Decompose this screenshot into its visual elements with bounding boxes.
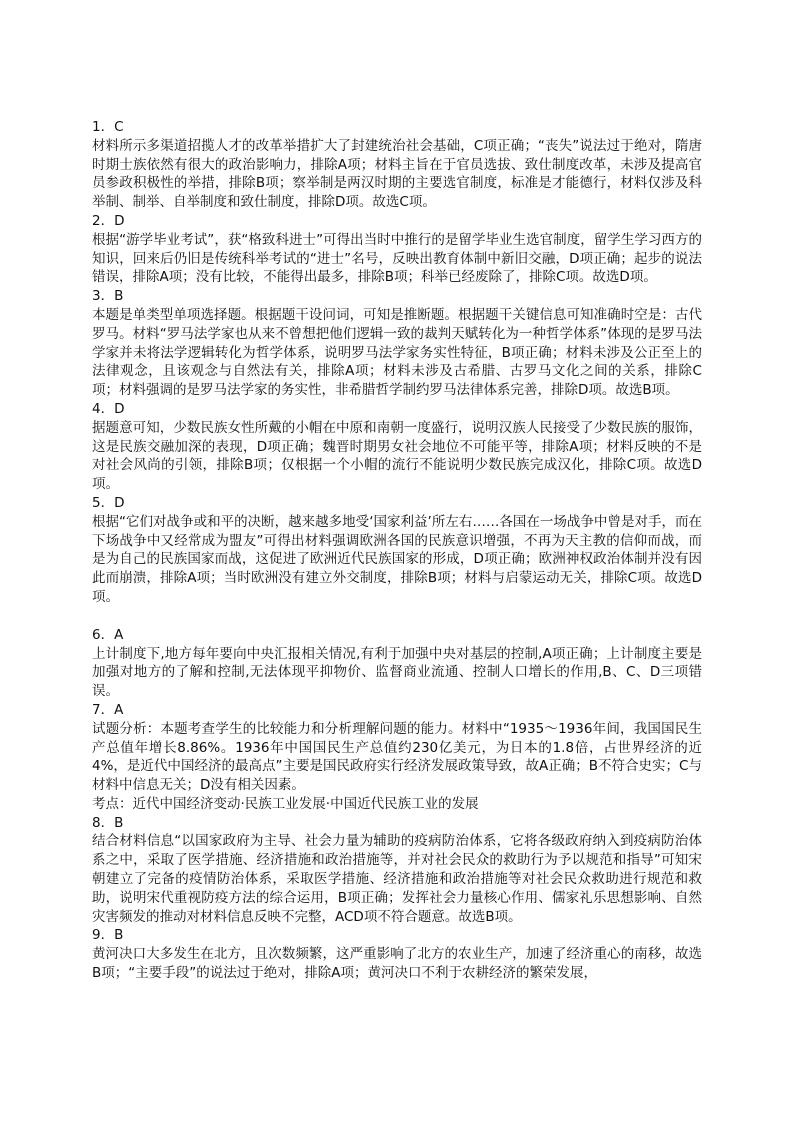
answer-number: 7．A — [92, 701, 124, 718]
answer-number: 8．B — [92, 814, 124, 831]
answer-number: 6．A — [92, 626, 124, 643]
answer-explanation: 根据“游学毕业考试”，获“格致科进士”可得出当时中推行的是留学毕业生选官制度，留学生学习西方的知识，回来后仍旧是传统科举考试的“进士”名号，反映出教育体制中新旧交融，D项正确；起步的说法错误，排除A项；没有比较，不能得出最多，排除B项；科举已经废除了，排除C项。故选D项。 — [92, 231, 702, 286]
section-spacer — [92, 607, 702, 626]
answer-explanation: 本题是单类型单项选择题。根据题干设问词，可知是推断题。根据题干关键信息可知准确时空是：古代罗马。材料“罗马法学家也从来不曾想把他们逻辑一致的裁判天赋转化为一种哲学体系”体现的是罗马法学家并未将法学逻辑转化为哲学体系，说明罗马法学家务实性特征，B项正确；材料未涉及公正至上的法律观念，且该观念与自然法有关，排除A项；材料未涉及古希腊、古罗马文化之间的关系，排除C项；材料强调的是罗马法学家的务实性，非希腊哲学制约罗马法律体系完善，排除D项。故选B项。 — [92, 306, 702, 399]
answer-number: 2．D — [92, 212, 125, 229]
answer-item-4 — [92, 400, 702, 494]
answer-item-6 — [92, 626, 702, 701]
answer-item-5 — [92, 494, 702, 607]
answer-number: 3．B — [92, 288, 124, 305]
answer-number: 1．C — [92, 119, 124, 135]
answer-document — [92, 118, 702, 983]
answer-note: 考点：近代中国经济变动·民族工业发展·中国近代民族工业的发展 — [92, 795, 479, 812]
answer-item-3 — [92, 287, 702, 400]
answer-explanation: 试题分析：本题考查学生的比较能力和分析理解问题的能力。材料中“1935～1936年间，我国国民生产总值年增长8.86%。1936年中国国民生产总值约230亿美元，为日本的1.8倍，占世界经济的近4%，是近代中国经济的最高点”主要是国民政府实行经济发展政策导致，故A正确；B不符合史实；C与材料中信息无关；D没有相关因素。 — [92, 720, 702, 794]
answer-explanation: 黄河决口大多发生在北方，且次数频繁，这严重影响了北方的农业生产，加速了经济重心的南移，故选B项；“主要手段”的说法过于绝对，排除A项；黄河决口不利于农耕经济的繁荣发展， — [92, 946, 702, 982]
answer-item-1 — [92, 118, 702, 212]
answer-item-2 — [92, 212, 702, 287]
answer-number: 4．D — [92, 400, 125, 417]
answer-item-7 — [92, 701, 702, 814]
answer-item-9 — [92, 926, 702, 982]
answer-explanation: 据题意可知，少数民族女性所戴的小帽在中原和南朝一度盛行，说明汉族人民接受了少数民族的服饰，这是民族交融加深的表现，D项正确；魏晋时期男女社会地位不可能平等，排除A项；材料反映的不是对社会风尚的引领，排除B项；仅根据一个小帽的流行不能说明少数民族完成汉化，排除C项。故选D项。 — [92, 419, 702, 493]
answer-number: 9．B — [92, 927, 124, 944]
answer-item-8 — [92, 814, 702, 927]
answer-explanation: 上计制度下,地方每年要向中央汇报相关情况,有利于加强中央对基层的控制,A项正确；上计制度主要是加强对地方的了解和控制,无法体现平抑物价、监督商业流通、控制人口增长的作用,B、C、D三项错误。 — [92, 645, 702, 700]
answer-explanation: 根据“它们对战争或和平的决断，越来越多地受‘国家利益’所左右……各国在一场战争中曾是对手，而在下场战争中又经常成为盟友”可得出材料强调欧洲各国的民族意识增强，不再为天主教的信仰而战，而是为自己的民族国家而战，这促进了欧洲近代民族国家的形成，D项正确；欧洲神权政治体制并没有因此而崩溃，排除A项；当时欧洲没有建立外交制度，排除B项；材料与启蒙运动无关，排除C项。故选D项。 — [92, 513, 702, 605]
answer-number: 5．D — [92, 494, 125, 511]
answer-explanation: 材料所示多渠道招揽人才的改革举措扩大了封建统治社会基础，C项正确；“丧失”说法过于绝对，隋唐时期士族依然有很大的政治影响力，排除A项；材料主旨在于官员选拔、致仕制度改革，未涉及提高官员参政积极性的举措，排除B项；察举制是两汉时期的主要选官制度，标准是才能德行，材料仅涉及科举制、制举、自举制度和致仕制度，排除D项。故选C项。 — [92, 137, 702, 211]
answer-explanation: 结合材料信息“以国家政府为主导、社会力量为辅助的疫病防治体系，它将各级政府纳入到疫病防治体系之中，采取了医学措施、经济措施和政治措施等，并对社会民众的救助行为予以规范和指导”可知宋朝建立了完备的疫情防治体系，采取医学措施、经济措施和政治措施等对社会民众救助进行规范和救助，说明宋代重视防疫方法的综合运用，B项正确；发挥社会力量核心作用、儒家礼乐思想影响、自然灾害频发的推动对材料信息反映不完整，ACD项不符合题意。故选B项。 — [92, 833, 702, 925]
